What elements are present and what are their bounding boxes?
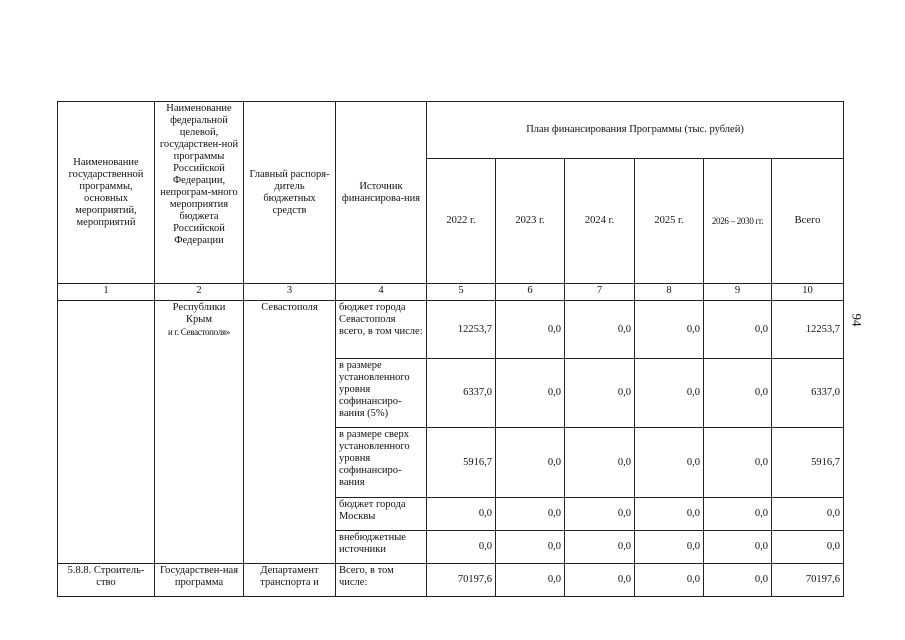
- cell-value: 6337,0: [772, 359, 844, 428]
- column-number: 7: [565, 284, 635, 301]
- cell-value: 70197,6: [427, 564, 496, 597]
- federal-program-line: Республики: [172, 302, 226, 313]
- cell-value: 12253,7: [427, 301, 496, 359]
- header-plan-title: План финансирования Программы (тыс. рублей): [427, 102, 844, 159]
- cell-value: 5916,7: [772, 428, 844, 498]
- column-number-row: [58, 284, 844, 301]
- header-chief-manager: Главный распоря-дитель бюджетных средств: [244, 102, 336, 284]
- cell-source: в размере установленного уровня софинансиро-вания (5%): [336, 359, 427, 428]
- cell-federal-program: Государствен-ная программа: [155, 564, 244, 597]
- cell-value: 0,0: [635, 564, 704, 597]
- cell-chief-manager: Департамент транспорта и: [244, 564, 336, 597]
- cell-value: 0,0: [635, 498, 704, 531]
- cell-value: 6337,0: [427, 359, 496, 428]
- cell-value: 0,0: [565, 564, 635, 597]
- cell-value: 0,0: [772, 531, 844, 564]
- cell-value: 0,0: [496, 428, 565, 498]
- page-number: 94: [849, 313, 865, 327]
- cell-value: 0,0: [704, 301, 772, 359]
- cell-value: 0,0: [704, 428, 772, 498]
- cell-chief-manager: Севастополя: [244, 301, 336, 564]
- cell-federal-program: [155, 301, 244, 564]
- cell-value: 0,0: [565, 359, 635, 428]
- header-year-2025: 2025 г.: [635, 159, 704, 284]
- header-year-2022: 2022 г.: [427, 159, 496, 284]
- header-year-2023: 2023 г.: [496, 159, 565, 284]
- cell-value: 0,0: [496, 359, 565, 428]
- cell-value: 12253,7: [772, 301, 844, 359]
- cell-value: 0,0: [704, 531, 772, 564]
- cell-value: 0,0: [427, 498, 496, 531]
- cell-value: 0,0: [704, 359, 772, 428]
- column-number: 10: [772, 284, 844, 301]
- header-federal-program: Наименование федеральной целевой, государствен-ной программы Российской Федерации, непрограм-много мероприятия бюджета Российской Федерации: [155, 102, 244, 284]
- cell-value: 0,0: [565, 531, 635, 564]
- cell-value: 0,0: [496, 564, 565, 597]
- cell-value: 0,0: [496, 301, 565, 359]
- cell-program-name: [58, 301, 155, 564]
- cell-source: бюджет города Севастополя всего, в том числе:: [336, 301, 427, 359]
- column-number: 9: [704, 284, 772, 301]
- financing-table: [57, 101, 844, 597]
- cell-value: 0,0: [635, 301, 704, 359]
- cell-value: 70197,6: [772, 564, 844, 597]
- column-number: 3: [244, 284, 336, 301]
- federal-program-line: Крым: [186, 314, 212, 325]
- cell-value: 0,0: [565, 498, 635, 531]
- column-number: 8: [635, 284, 704, 301]
- cell-value: 0,0: [635, 428, 704, 498]
- cell-value: 0,0: [704, 498, 772, 531]
- cell-source: Всего, в том числе:: [336, 564, 427, 597]
- cell-value: 0,0: [635, 531, 704, 564]
- header-year-2024: 2024 г.: [565, 159, 635, 284]
- column-number: 2: [155, 284, 244, 301]
- cell-value: 0,0: [704, 564, 772, 597]
- cell-source: внебюджетные источники: [336, 531, 427, 564]
- header-financing-source: Источник финансирова-ния: [336, 102, 427, 284]
- column-number: 4: [336, 284, 427, 301]
- cell-program-name: 5.8.8. Строитель-ство: [58, 564, 155, 597]
- column-number: 6: [496, 284, 565, 301]
- cell-value: 0,0: [772, 498, 844, 531]
- cell-value: 0,0: [427, 531, 496, 564]
- header-program-name: Наименование государственной программы, основных мероприятий, мероприятий: [58, 102, 155, 284]
- federal-program-line: и г. Севастополя»: [167, 327, 230, 337]
- cell-source: в размере сверх установленного уровня софинансиро-вания: [336, 428, 427, 498]
- cell-source: бюджет города Москвы: [336, 498, 427, 531]
- column-number: 5: [427, 284, 496, 301]
- cell-value: 0,0: [496, 531, 565, 564]
- column-number: 1: [58, 284, 155, 301]
- table-row: [58, 564, 844, 597]
- cell-value: 0,0: [565, 301, 635, 359]
- header-total: Всего: [772, 159, 844, 284]
- header-year-2026-2030: 2026 – 2030 гг.: [704, 159, 772, 284]
- cell-value: 5916,7: [427, 428, 496, 498]
- cell-value: 0,0: [635, 359, 704, 428]
- cell-value: 0,0: [565, 428, 635, 498]
- table-row: [58, 301, 844, 359]
- cell-value: 0,0: [496, 498, 565, 531]
